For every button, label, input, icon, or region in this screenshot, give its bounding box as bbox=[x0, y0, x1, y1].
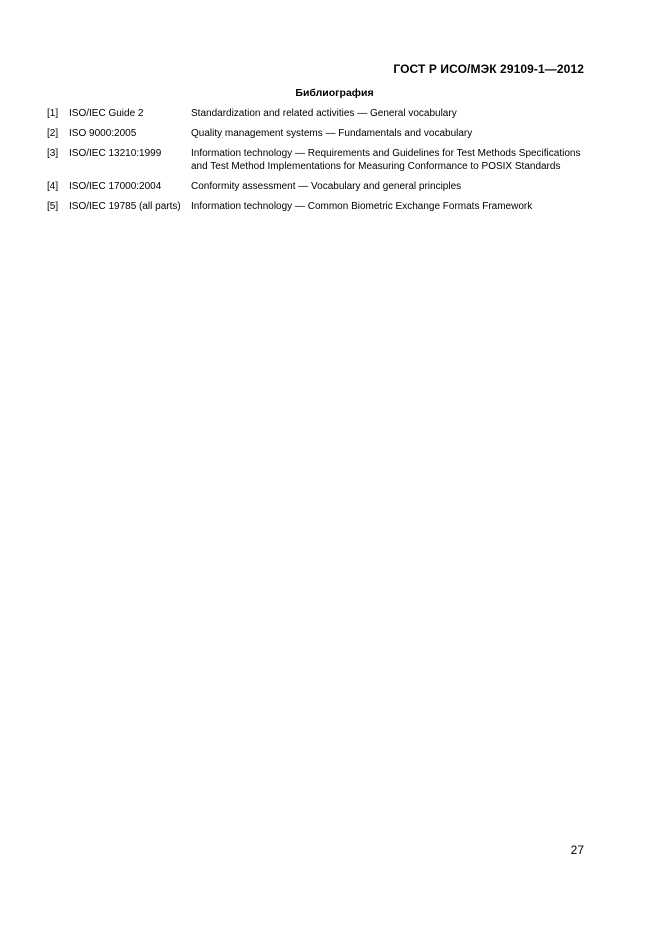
entry-title: Quality management systems — Fundamentals and vocabulary bbox=[191, 128, 473, 139]
entry-number: [5] bbox=[47, 200, 59, 212]
bibliography-list bbox=[47, 108, 592, 221]
entry-number: [2] bbox=[47, 128, 59, 139]
page-number: 27 bbox=[570, 843, 584, 857]
entry-reference: ISO 9000:2005 bbox=[69, 128, 137, 139]
entry-reference: ISO/IEC 13210:1999 bbox=[69, 148, 162, 159]
entry-reference: ISO/IEC 17000:2004 bbox=[69, 180, 162, 192]
bibliography-entry bbox=[47, 128, 592, 141]
entry-number: [1] bbox=[47, 108, 59, 119]
section-title: Библиография bbox=[295, 87, 374, 99]
entry-title: Conformity assessment — Vocabulary and general principles bbox=[191, 180, 462, 192]
bibliography-entry bbox=[47, 181, 592, 194]
entry-title: Information technology — Requirements and Guidelines for Test Methods Specifications and Test Method Implementations for Measuring Conformance to POSIX Standards bbox=[191, 148, 581, 172]
entry-reference: ISO/IEC 19785 (all parts) bbox=[69, 200, 181, 212]
entry-reference: ISO/IEC Guide 2 bbox=[69, 108, 144, 119]
bibliography-entry bbox=[47, 148, 592, 173]
entry-number: [3] bbox=[47, 148, 59, 159]
entry-title: Standardization and related activities — General vocabulary bbox=[191, 108, 457, 119]
bibliography-entry bbox=[47, 201, 592, 214]
entry-title: Information technology — Common Biometric Exchange Formats Framework bbox=[191, 200, 533, 212]
entry-number: [4] bbox=[47, 180, 59, 192]
document-code-header: ГОСТ Р ИСО/МЭК 29109-1—2012 bbox=[393, 62, 584, 76]
bibliography-entry bbox=[47, 108, 592, 121]
